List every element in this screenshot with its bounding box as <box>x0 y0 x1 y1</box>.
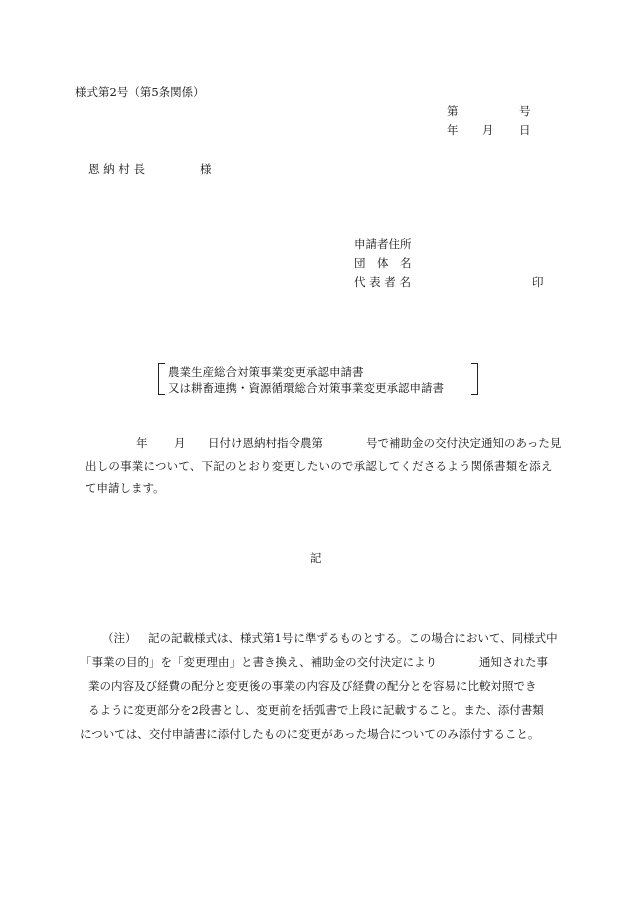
body-num-text: 号で補助金の交付決定通知のあった見 <box>366 436 562 450</box>
body-line-2: 出しの事業について、下記のとおり変更したいので承認してくださるよう関係書類を添え <box>85 459 553 473</box>
body-year: 年 <box>136 436 148 450</box>
date-month: 月 <box>482 123 494 137</box>
number-prefix: 第 <box>447 104 459 118</box>
ki-heading: 記 <box>310 551 322 565</box>
note-line-1: 記の記載様式は、様式第1号に準ずるものとする。この場合において、同様式中 <box>148 631 558 645</box>
title-bracket-left <box>158 363 165 395</box>
body-month: 月 <box>174 436 186 450</box>
body-ref-text: 日付け恩納村指令農第 <box>208 436 323 450</box>
note-line-2a: 「事業の目的」を「変更理由」と書き換え、補助金の交付決定により <box>80 655 438 669</box>
number-suffix: 号 <box>519 104 531 118</box>
date-day: 日 <box>519 123 531 137</box>
title-line-1: 農業生産総合対策事業変更承認申請書 <box>168 365 364 379</box>
note-line-5: については、交付申請書に添付したものに変更があった場合についてのみ添付すること。 <box>80 727 540 741</box>
body-line-3: て申請します。 <box>85 481 165 495</box>
note-line-3: 業の内容及び経費の配分と変更後の事業の内容及び経費の配分とを容易に比較対照でき <box>88 679 537 693</box>
form-label: 様式第2号（第5条関係） <box>75 85 205 99</box>
seal-mark: 印 <box>532 275 544 289</box>
applicant-rep-label: 代 表 者 名 <box>354 275 411 289</box>
note-line-4: るように変更部分を2段書とし、変更前を括弧書で上段に記載すること。また、添付書類 <box>88 703 544 717</box>
note-label: （注） <box>102 631 137 645</box>
applicant-org-label: 団 体 名 <box>354 256 412 270</box>
applicant-address-label: 申請者住所 <box>354 237 412 251</box>
title-line-2: 又は耕畜連携・資源循環総合対策事業変更承認申請書 <box>168 381 444 395</box>
addressee-honorific: 様 <box>200 162 212 176</box>
note-line-2b: 通知された事 <box>479 655 548 669</box>
title-bracket-right <box>471 363 478 395</box>
date-year: 年 <box>447 123 459 137</box>
addressee-name: 恩 納 村 長 <box>88 162 145 176</box>
